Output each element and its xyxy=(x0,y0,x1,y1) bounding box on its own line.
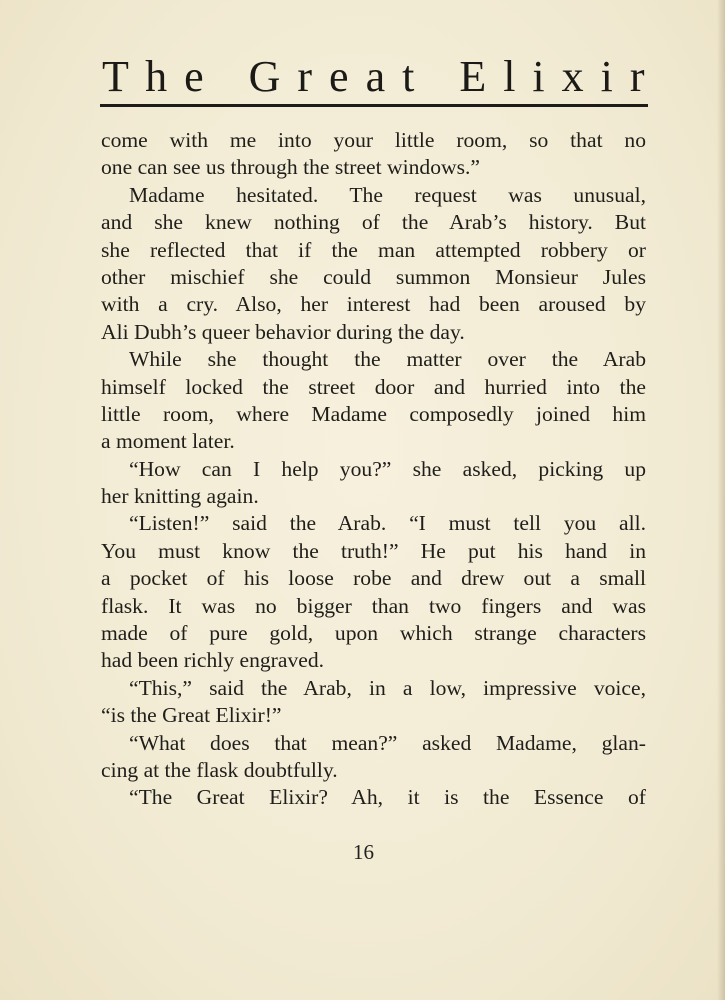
text-line: Madame hesitated. The request was unusual, xyxy=(129,182,646,207)
text-line: and she knew nothing of the Arab’s history. But xyxy=(101,210,646,235)
text-line: with a cry. Also, her interest had been aroused by xyxy=(101,292,646,317)
page-number-text: 16 xyxy=(353,840,374,864)
text-line: “What does that mean?” asked Madame, glan- xyxy=(129,730,646,755)
text-line: cing at the flask doubtfully. xyxy=(101,757,338,782)
text-line: she reflected that if the man attempted robbery or xyxy=(101,237,646,262)
text-line: a pocket of his loose robe and drew out a small xyxy=(101,566,646,591)
body-text xyxy=(101,127,646,812)
text-line: her knitting again. xyxy=(101,484,259,509)
text-line: “is the Great Elixir!” xyxy=(101,703,282,728)
text-line: You must know the truth!” He put his hand in xyxy=(101,538,646,563)
text-line: “How can I help you?” she asked, picking up xyxy=(129,456,646,481)
text-line: come with me into your little room, so that no xyxy=(101,128,646,152)
text-line: little room, where Madame composedly joined him xyxy=(101,401,646,426)
text-line: “This,” said the Arab, in a low, impressive voice, xyxy=(129,675,646,700)
text-line: “The Great Elixir? Ah, it is the Essence of xyxy=(129,785,646,810)
text-line: had been richly engraved. xyxy=(101,648,325,673)
page-number xyxy=(0,840,725,865)
text-line: made of pure gold, upon which strange characters xyxy=(101,621,646,646)
text-line: one can see us through the street windows.” xyxy=(101,155,480,180)
running-head xyxy=(102,52,648,102)
text-line: flask. It was no bigger than two fingers and was xyxy=(101,593,646,618)
text-line: “Listen!” said the Arab. “I must tell you all. xyxy=(129,511,646,536)
header-rule xyxy=(100,104,648,107)
text-line: a moment later. xyxy=(101,429,235,454)
running-head-title: T h e G r e a t E l i x i r xyxy=(102,52,648,101)
text-line: other mischief she could summon Monsieur Jules xyxy=(101,264,646,289)
text-line: While she thought the matter over the Arab xyxy=(129,347,646,372)
text-line: himself locked the street door and hurried into the xyxy=(101,374,646,399)
text-line: Ali Dubh’s queer behavior during the day. xyxy=(101,319,465,344)
